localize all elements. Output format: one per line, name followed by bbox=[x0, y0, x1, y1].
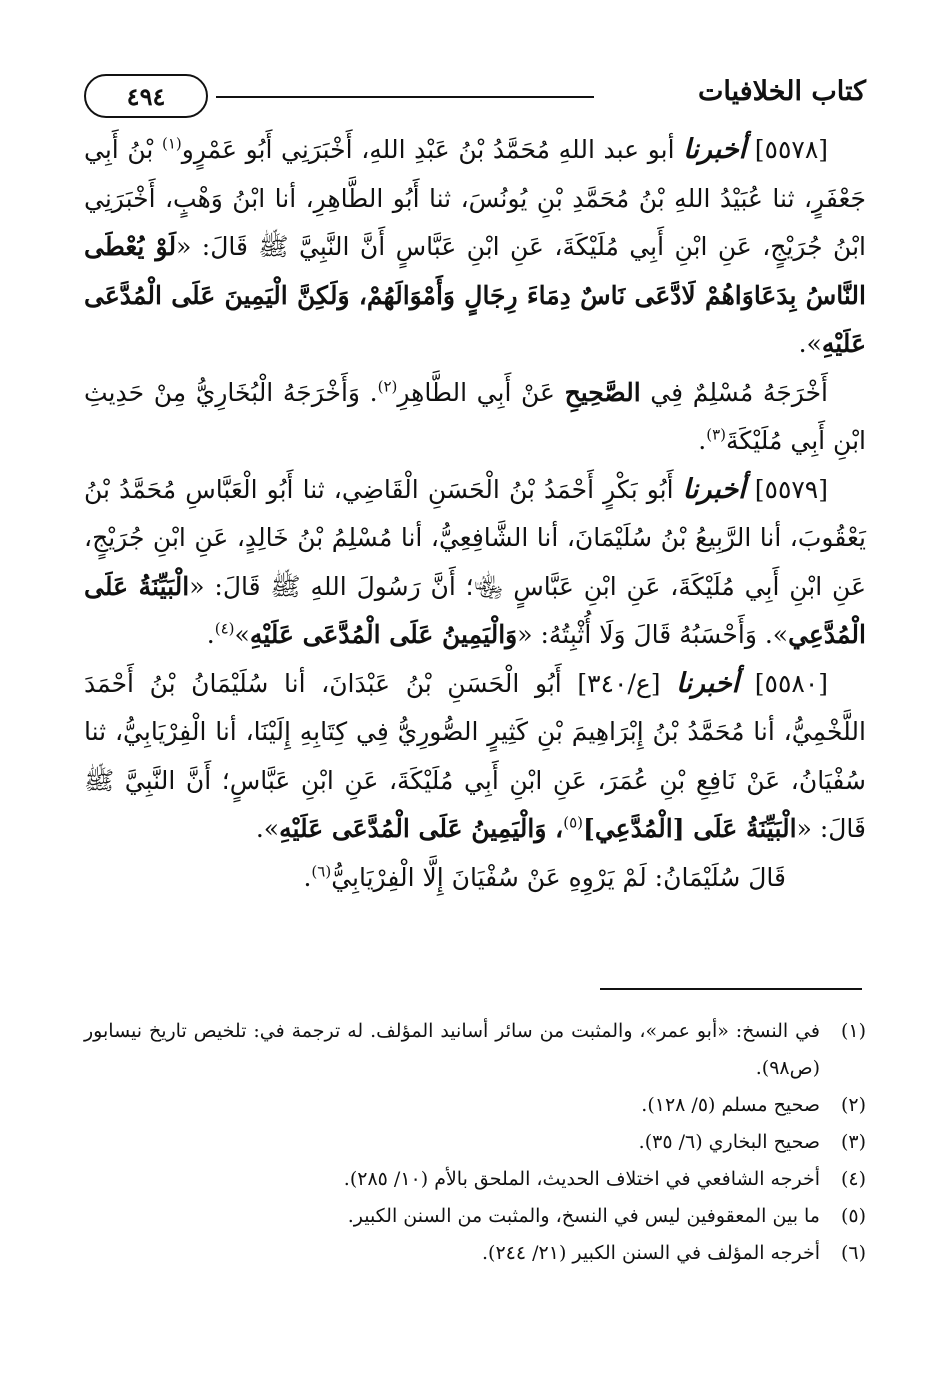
isnad-text: أَبُو الْحَسَنِ بْنُ عَبْدَانَ، أنا سُلَيْمَانُ بْنُ أَحْمَدَ اللَّخْمِيُّ، أنا مُحَمَّدُ بْنُ إِبْرَاهِيمَ بْنِ كَثِيرٍ الصُّورِيُّ فِي كِتَابِهِ إِلَيْنَا، أنا الْفِرْيَابِيُّ، ثنا سُفْيَانُ، عَنْ نَافِعِ بْنِ عُمَرَ، عَنِ ابْنِ أَبِي مُلَيْكَةَ، عَنِ ابْنِ عَبَّاسٍ؛ أَنَّ النَّبِيَّ ﷺ قَالَ: « bbox=[84, 668, 866, 843]
book-title: كتاب الخلافيات bbox=[697, 76, 866, 107]
closing-quote: ». bbox=[798, 329, 822, 358]
footnote-item bbox=[84, 1013, 866, 1087]
book-name: الصَّحِيحِ bbox=[564, 377, 641, 407]
period: . bbox=[206, 620, 215, 649]
footnote-ref[interactable]: (٥) bbox=[563, 813, 583, 832]
footnote-ref[interactable]: (٢) bbox=[377, 377, 398, 396]
hadith-number: [٥٥٨٠] bbox=[754, 668, 829, 698]
akhbarana-label: أخبرنا bbox=[676, 667, 740, 699]
footnote-marker: (٦) bbox=[840, 1242, 866, 1264]
footnote-item bbox=[84, 1235, 866, 1272]
hadith-5580 bbox=[84, 660, 866, 854]
footnote-item bbox=[84, 1161, 866, 1198]
footnote-ref[interactable]: (١) bbox=[161, 134, 182, 153]
footnote-item bbox=[84, 1198, 866, 1235]
akhbarana-label: أخبرنا bbox=[682, 473, 746, 505]
footnote-marker: (٥) bbox=[840, 1205, 866, 1227]
footnote-item bbox=[84, 1124, 866, 1161]
footnote-marker: (٤) bbox=[840, 1168, 866, 1190]
matn-text: وَالْيَمِينُ عَلَى الْمُدَّعَى عَلَيْهِ bbox=[249, 620, 518, 649]
remark-text: قَالَ سُلَيْمَانُ: لَمْ يَرْوِهِ عَنْ سُفْيَانَ إِلَّا الْفِرْيَابِيُّ bbox=[331, 862, 786, 892]
footnote-text: ما بين المعقوفين ليس في النسخ، والمثبت من السنن الكبير. bbox=[347, 1205, 820, 1227]
period: . bbox=[698, 426, 707, 455]
footnote-text: في النسخ: «أبو عمر»، والمثبت من سائر أسانيد المؤلف. له ترجمة في: تلخيص تاريخ نيسابور (ص٩٨). bbox=[84, 1020, 820, 1079]
closing-quote: » bbox=[234, 620, 250, 649]
footnote-ref[interactable]: (٦) bbox=[311, 862, 332, 881]
closing-quote: ». bbox=[255, 814, 280, 843]
header-rule bbox=[216, 96, 594, 98]
hadith-5578 bbox=[84, 126, 866, 369]
footnote-divider bbox=[600, 988, 862, 990]
footnote-marker: (٣) bbox=[840, 1131, 866, 1153]
page-number: ٤٩٤ bbox=[84, 74, 208, 118]
hadith-number: [٥٥٧٨] bbox=[754, 135, 829, 164]
period: . bbox=[303, 862, 312, 892]
footnote-text: صحيح البخاري (٦/ ٣٥). bbox=[638, 1131, 820, 1153]
matn-text: الْبَيِّنَةُ عَلَى الْمُدَّعِي bbox=[84, 571, 866, 649]
main-text bbox=[84, 126, 866, 902]
isnad-text: أَبُو بَكْرٍ أَحْمَدُ بْنُ الْحَسَنِ الْقَاضِي، ثنا أَبُو الْعَبَّاسِ مُحَمَّدُ بْنُ يَعْقُوبَ، أنا الرَّبِيعُ بْنُ سُلَيْمَانَ، أنا الشَّافِعِيُّ، أنا مُسْلِمُ بْنُ خَالِدٍ، عَنِ ابْنِ جُرَيْجٍ، عَنِ ابْنِ أَبِي مُلَيْكَةَ، عَنِ ابْنِ عَبَّاسٍ ﵄؛ أَنَّ رَسُولَ اللهِ ﷺ قَالَ: « bbox=[84, 474, 866, 601]
isnad-text: أبو عبد اللهِ مُحَمَّدُ بْنُ عَبْدِ اللهِ، أَخْبَرَنِي أَبُو عَمْرٍو bbox=[181, 135, 675, 164]
hadith-number: [٥٥٧٩] bbox=[754, 474, 828, 504]
footnote-marker: (٢) bbox=[840, 1094, 866, 1116]
footnotes bbox=[84, 1013, 866, 1272]
hadith-5579 bbox=[84, 466, 866, 660]
footnote-text: أخرجه المؤلف في السنن الكبير (٢١/ ٢٤٤). bbox=[482, 1242, 820, 1264]
takhrij-text: . وَأَخْرَجَهُ الْبُخَارِيُّ مِنْ حَدِيثِ ابْنِ أَبِي مُلَيْكَةَ bbox=[84, 377, 866, 455]
isnad-text: بْنُ أَبِي جَعْفَرٍ، ثنا عُبَيْدُ اللهِ بْنُ مُحَمَّدِ بْنِ يُونُسَ، ثنا أَبُو الطَّاهِرِ، أنا ابْنُ وَهْبٍ، أَخْبَرَنِي ابْنُ جُرَيْجٍ، عَنِ ابْنِ أَبِي مُلَيْكَةَ، عَنِ ابْنِ عَبَّاسٍ أَنَّ النَّبِيَّ ﷺ قَالَ: « bbox=[84, 135, 866, 261]
takhrij-text: عَنْ أَبِي الطَّاهِرِ bbox=[397, 377, 555, 407]
akhbarana-label: أخبرنا bbox=[683, 134, 747, 165]
connector-text: ». وَأَحْسَبُهُ قَالَ وَلَا أُثْبِتُهُ: « bbox=[517, 620, 789, 649]
matn-text: ، وَالْيَمِينُ عَلَى الْمُدَّعَى عَلَيْهِ bbox=[279, 814, 564, 843]
footnote-text: صحيح مسلم (٥/ ١٢٨). bbox=[641, 1094, 820, 1116]
takhrij-text: أَخْرَجَهُ مُسْلِمٌ فِي bbox=[650, 377, 828, 407]
footnote-ref[interactable]: (٤) bbox=[214, 619, 235, 638]
footnote-ref[interactable]: (٣) bbox=[706, 425, 726, 444]
matn-text: الْبَيِّنَةُ عَلَى [الْمُدَّعِي] bbox=[583, 814, 797, 843]
footnote-text: أخرجه الشافعي في اختلاف الحديث، الملحق بالأم (١٠/ ٢٨٥). bbox=[343, 1168, 820, 1190]
footnote-marker: (١) bbox=[840, 1020, 866, 1042]
sulayman-remark bbox=[84, 854, 866, 903]
takhrij-paragraph bbox=[84, 369, 866, 466]
manuscript-ref: [ع/٣٤٠] bbox=[577, 668, 661, 698]
running-header bbox=[84, 72, 866, 122]
footnote-item bbox=[84, 1087, 866, 1124]
matn-text: لَوْ يُعْطَى النَّاسُ بِدَعَاوَاهُمْ لَادَّعَى نَاسٌ دِمَاءَ رِجَالٍ وَأَمْوَالَهُمْ، وَلَكِنَّ الْيَمِينَ عَلَى الْمُدَّعَى عَلَيْهِ bbox=[84, 232, 866, 358]
